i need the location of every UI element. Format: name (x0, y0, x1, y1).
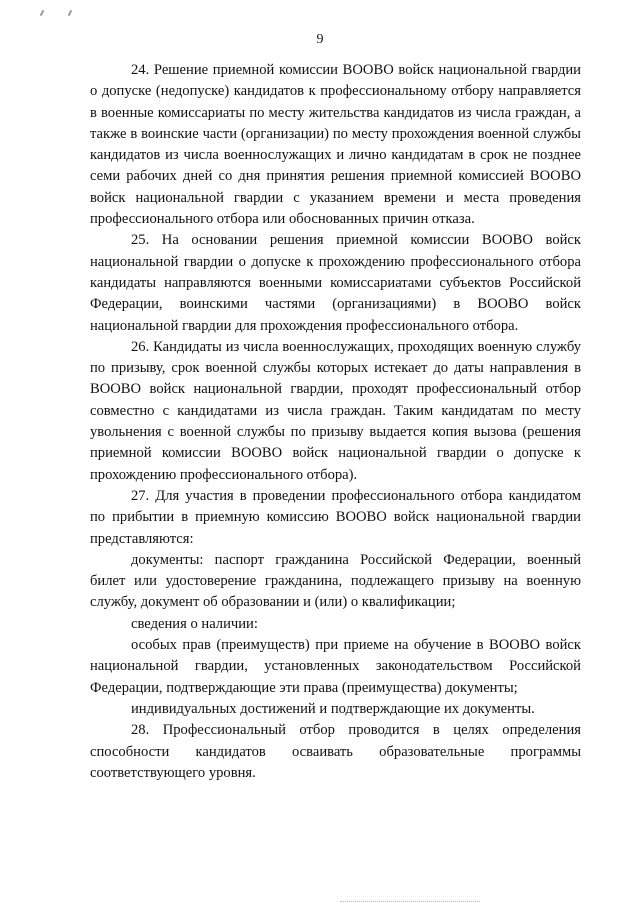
paragraph-24: 24. Решение приемной комиссии ВООВО войск национальной гвардии о допуске (недопуске) кандидатов к профессиональному отбору направляется в военные комиссариаты по месту жительства кандидатов из числа граждан, а также в воинские части (организации) по месту прохождения военной службы кандидатов из числа военнослужащих и лично кандидатам в срок не позднее семи рабочих дней со дня принятия решения приемной комиссией ВООВО войск национальной гвардии с указанием времени и места проведения профессионального отбора или обоснованных причин отказа. (90, 62, 581, 228)
page-number: 9 (316, 32, 324, 47)
paragraph-27-special-rights: особых прав (преимуществ) при приеме на обучение в ВООВО войск национальной гвардии, установленных законодательством Российской Федерации, подтверждающие эти права (преимущества) документы; (90, 637, 581, 696)
paragraph-25: 25. На основании решения приемной комиссии ВООВО войск национальной гвардии о допуске к прохождению профессионального отбора кандидаты направляются военными комиссариатами субъектов Российской Федерации, воинскими частями (организациями) в ВООВО войск национальной гвардии для прохождения профессионального отбора. (90, 232, 581, 334)
paragraph-27-info-heading: сведения о наличии: (131, 615, 258, 632)
paragraph-28: 28. Профессиональный отбор проводится в целях определения способности кандидатов осваивать образовательные программы соответствующего уровня. (90, 722, 581, 781)
paragraph-27-documents: документы: паспорт гражданина Российской Федерации, военный билет или удостоверение гражданина, подлежащего призыву на военную службу, документ об образовании и (или) о квалификации; (90, 551, 581, 611)
paragraph-27: 27. Для участия в проведении профессионального отбора кандидатом по прибытии в приемную комиссию ВООВО войск национальной гвардии представляются: (90, 487, 581, 547)
paragraph-27-achievements: индивидуальных достижений и подтверждающие их документы. (131, 700, 535, 717)
scan-mark-left (36, 10, 50, 18)
scan-mark-right (64, 10, 78, 18)
document-body (90, 60, 581, 784)
paragraph-26: 26. Кандидаты из числа военнослужащих, проходящих военную службу по призыву, срок военной службы которых истекает до даты направления в ВООВО войск национальной гвардии, проходят профессиональный отбор совместно с кандидатами из числа граждан. Таким кандидатам по месту увольнения с военной службы по призыву выдается копия вызова (решения приемной комиссии ВООВО войск национальной гвардии о допуске к прохождению профессионального отбора). (90, 338, 581, 483)
scan-edge-marks (340, 897, 480, 902)
